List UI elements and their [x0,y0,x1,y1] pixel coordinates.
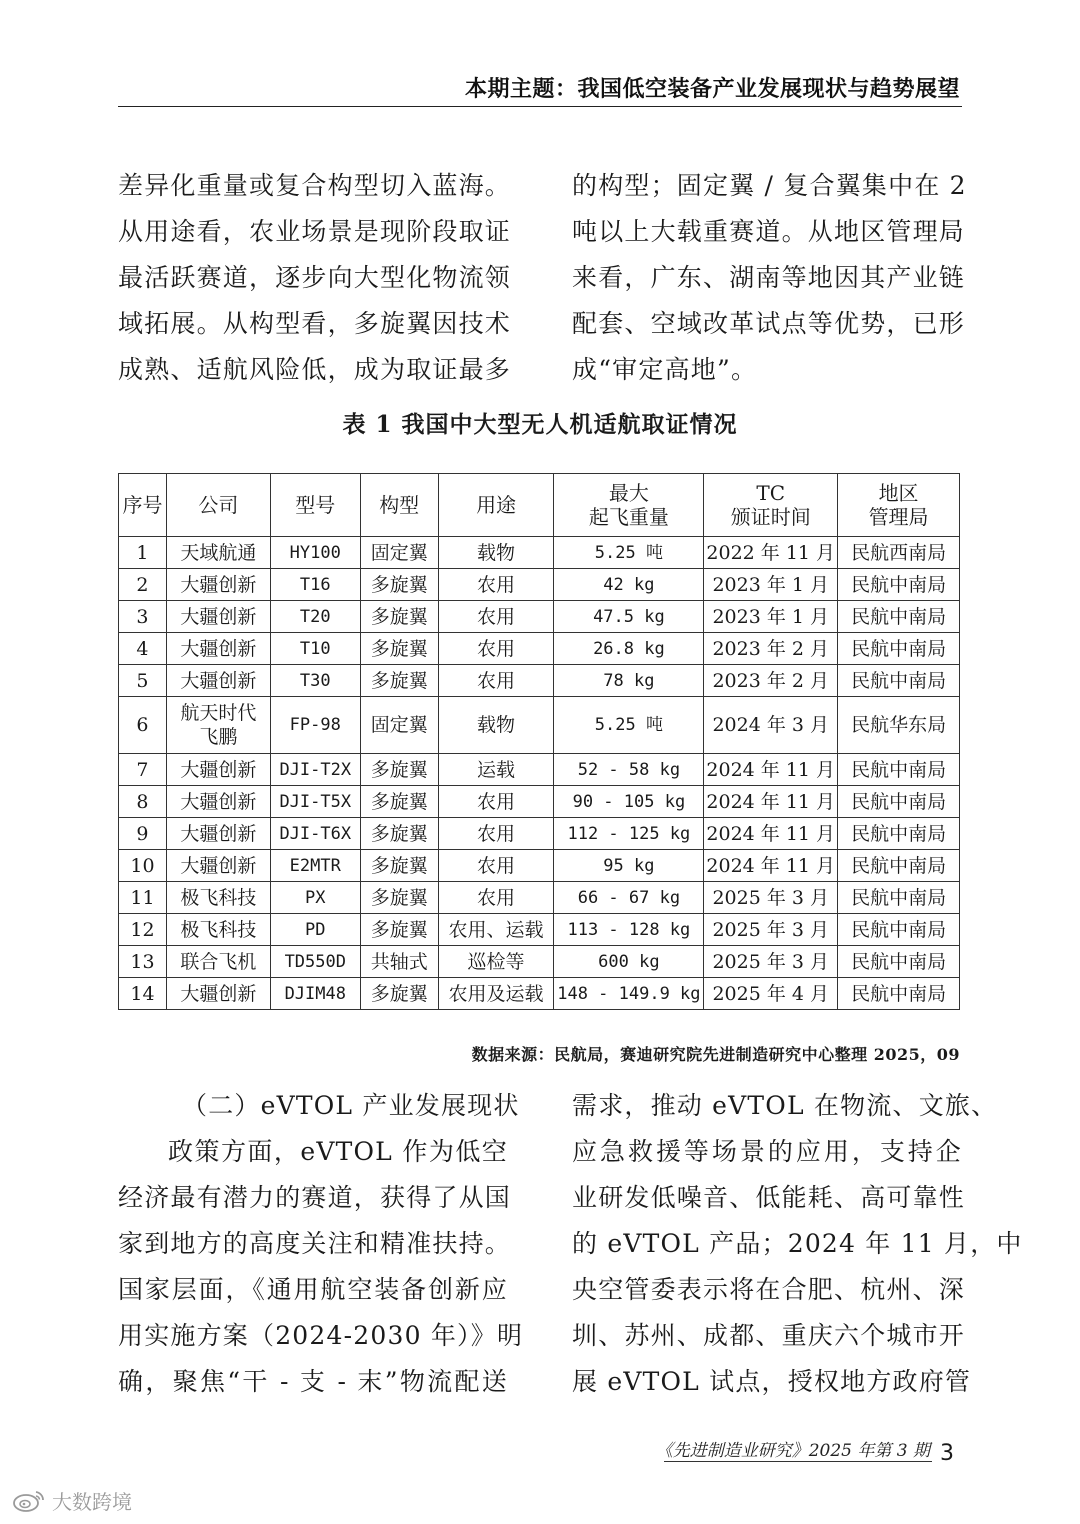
text-line: 应急救援等场景的应用，支持企 [572,1137,962,1166]
cell-model: HY100 [270,537,360,569]
cell-no: 1 [119,537,167,569]
cell-tc: 2025 年 3 月 [704,946,838,978]
cell-model: T20 [270,601,360,633]
cell-config: 多旋翼 [360,754,438,786]
table-row [119,697,960,754]
cell-model: PX [270,882,360,914]
cell-region: 民航中南局 [838,914,960,946]
cell-mtow: 5.25 吨 [554,697,704,754]
table-row [119,978,960,1010]
cell-usage: 农用 [438,786,554,818]
text-line: 用实施方案（2024-2030 年）》明 [118,1321,524,1350]
running-header-title: 本期主题：我国低空装备产业发展现状与趋势展望 [464,77,960,102]
cell-usage: 农用、运载 [438,914,554,946]
header-no: 序号 [119,474,167,537]
cell-region: 民航华东局 [838,697,960,754]
cell-config: 共轴式 [360,946,438,978]
cell-company: 联合飞机 [166,946,270,978]
cell-company: 大疆创新 [166,665,270,697]
cell-no: 9 [119,818,167,850]
cell-company-line1: 航天时代 [180,702,257,724]
cell-region: 民航中南局 [838,818,960,850]
table-row [119,601,960,633]
cell-config: 多旋翼 [360,818,438,850]
header-region [838,474,960,537]
cell-model: TD550D [270,946,360,978]
header-tc-line1: TC [756,481,786,505]
header-mtow-line2: 起飞重量 [588,505,669,529]
text-line: 的 eVTOL 产品；2024 年 11 月，中 [572,1229,1023,1258]
bottom-right-column [572,1083,1023,1405]
cell-no: 2 [119,569,167,601]
cell-config: 多旋翼 [360,633,438,665]
cell-company: 大疆创新 [166,786,270,818]
table-row [119,882,960,914]
text-line: 吨以上大载重赛道。从地区管理局 [572,217,966,246]
cell-region: 民航西南局 [838,537,960,569]
cell-company: 大疆创新 [166,978,270,1010]
cell-mtow: 78 kg [554,665,704,697]
top-left-column [118,163,512,393]
cell-model: FP-98 [270,697,360,754]
cell-usage: 运载 [438,754,554,786]
cell-company: 大疆创新 [166,754,270,786]
cell-model: T30 [270,665,360,697]
table-row [119,786,960,818]
cell-mtow: 5.25 吨 [554,537,704,569]
text-line: 域拓展。从构型看，多旋翼因技术 [118,309,512,338]
cell-region: 民航中南局 [838,882,960,914]
table-row [119,537,960,569]
cell-tc: 2024 年 11 月 [704,786,838,818]
cell-tc: 2022 年 11 月 [704,537,838,569]
cell-tc: 2024 年 11 月 [704,754,838,786]
text-line: 圳、苏州、成都、重庆六个城市开 [572,1321,966,1350]
cell-company-line2: 飞鹏 [199,726,238,748]
text-line: 家到地方的高度关注和精准扶持。 [118,1229,512,1258]
header-region-line2: 管理局 [868,505,929,529]
cell-region: 民航中南局 [838,665,960,697]
cell-no: 3 [119,601,167,633]
cell-tc: 2024 年 11 月 [704,818,838,850]
cell-region: 民航中南局 [838,569,960,601]
cell-mtow: 95 kg [554,850,704,882]
cell-config: 多旋翼 [360,569,438,601]
text-line: 业研发低噪音、低能耗、高可靠性 [572,1183,966,1212]
text-line: 配套、空域改革试点等优势，已形 [572,309,966,338]
cell-config: 固定翼 [360,537,438,569]
cell-config: 多旋翼 [360,882,438,914]
cell-no: 7 [119,754,167,786]
cell-tc: 2025 年 4 月 [704,978,838,1010]
cell-company: 天域航通 [166,537,270,569]
text-line: 从用途看，农业场景是现阶段取证 [118,217,512,246]
table-row [119,569,960,601]
cell-tc: 2025 年 3 月 [704,914,838,946]
cell-company: 大疆创新 [166,850,270,882]
text-line: 经济最有潜力的赛道，获得了从国 [118,1183,512,1212]
cell-config: 固定翼 [360,697,438,754]
cell-config: 多旋翼 [360,665,438,697]
cell-config: 多旋翼 [360,978,438,1010]
text-line: 确，聚焦“干 - 支 - 末”物流配送 [118,1367,508,1396]
table-row [119,754,960,786]
header-divider [118,106,962,107]
header-model: 型号 [270,474,360,537]
cell-company: 大疆创新 [166,818,270,850]
weibo-icon [12,1489,46,1513]
table-caption: 表 1 我国中大型无人机适航取证情况 [342,411,738,438]
cell-region: 民航中南局 [838,633,960,665]
cell-no: 8 [119,786,167,818]
cell-usage: 载物 [438,537,554,569]
cell-mtow: 66 - 67 kg [554,882,704,914]
text-line: 需求，推动 eVTOL 在物流、文旅、 [572,1091,998,1120]
certification-table [118,473,960,1010]
cell-mtow: 113 - 128 kg [554,914,704,946]
header-company: 公司 [166,474,270,537]
page-number: 3 [940,1441,954,1466]
header-mtow [554,474,704,537]
cell-model: E2MTR [270,850,360,882]
watermark-text: 大数跨境 [52,1490,132,1514]
cell-region: 民航中南局 [838,786,960,818]
table-row [119,818,960,850]
cell-no: 13 [119,946,167,978]
cell-model: DJI-T6X [270,818,360,850]
bottom-left-column [118,1083,524,1405]
cell-company: 极飞科技 [166,914,270,946]
cell-usage: 农用 [438,633,554,665]
text-line: 最活跃赛道，逐步向大型化物流领 [118,263,512,292]
table-row [119,914,960,946]
cell-company [166,697,270,754]
text-line: 政策方面，eVTOL 作为低空 [168,1137,508,1166]
cell-usage: 农用 [438,882,554,914]
header-usage: 用途 [438,474,554,537]
cell-tc: 2024 年 11 月 [704,850,838,882]
cell-model: PD [270,914,360,946]
cell-tc: 2023 年 2 月 [704,665,838,697]
cell-tc: 2023 年 1 月 [704,601,838,633]
cell-no: 12 [119,914,167,946]
cell-model: DJI-T5X [270,786,360,818]
cell-region: 民航中南局 [838,601,960,633]
cell-mtow: 90 - 105 kg [554,786,704,818]
cell-no: 5 [119,665,167,697]
header-config: 构型 [360,474,438,537]
text-line: 差异化重量或复合构型切入蓝海。 [118,171,512,200]
top-right-column [572,163,967,393]
footer-divider [664,1461,932,1462]
cell-usage: 农用 [438,569,554,601]
cell-config: 多旋翼 [360,786,438,818]
cell-no: 10 [119,850,167,882]
cell-usage: 农用 [438,601,554,633]
cell-model: T10 [270,633,360,665]
cell-model: DJIM48 [270,978,360,1010]
text-line: 国家层面，《通用航空装备创新应 [118,1275,508,1304]
text-line: 央空管委表示将在合肥、杭州、深 [572,1275,966,1304]
cell-no: 6 [119,697,167,754]
cell-usage: 农用及运载 [438,978,554,1010]
footer-journal-title: 《先进制造业研究》2025 年第 3 期 [655,1441,930,1461]
cell-tc: 2025 年 3 月 [704,882,838,914]
text-line: 成“审定高地”。 [572,355,758,384]
cell-company: 极飞科技 [166,882,270,914]
text-line: 来看，广东、湖南等地因其产业链 [572,263,966,292]
cell-usage: 农用 [438,850,554,882]
cell-mtow: 600 kg [554,946,704,978]
cell-region: 民航中南局 [838,850,960,882]
cell-config: 多旋翼 [360,914,438,946]
cell-usage: 农用 [438,818,554,850]
cell-model: T16 [270,569,360,601]
cell-tc: 2023 年 1 月 [704,569,838,601]
cell-region: 民航中南局 [838,946,960,978]
cell-usage: 巡检等 [438,946,554,978]
table-row [119,946,960,978]
header-tc [704,474,838,537]
cell-model: DJI-T2X [270,754,360,786]
cell-tc: 2023 年 2 月 [704,633,838,665]
cell-no: 11 [119,882,167,914]
header-tc-line2: 颁证时间 [730,505,811,529]
cell-usage: 载物 [438,697,554,754]
cell-mtow: 148 - 149.9 kg [554,978,704,1010]
cell-config: 多旋翼 [360,850,438,882]
cell-region: 民航中南局 [838,978,960,1010]
cell-mtow: 112 - 125 kg [554,818,704,850]
table-row [119,633,960,665]
cell-no: 14 [119,978,167,1010]
text-line: 的构型；固定翼 / 复合翼集中在 2 [572,171,967,200]
cell-mtow: 42 kg [554,569,704,601]
table-body [119,537,960,1010]
watermark [12,1486,132,1515]
section-heading: （二）eVTOL 产业发展现状 [182,1091,520,1120]
header-region-line1: 地区 [878,481,919,505]
cell-config: 多旋翼 [360,601,438,633]
text-line: 成熟、适航风险低，成为取证最多 [118,355,512,384]
cell-mtow: 52 - 58 kg [554,754,704,786]
cell-usage: 农用 [438,665,554,697]
cell-company: 大疆创新 [166,601,270,633]
header-mtow-line1: 最大 [608,481,649,505]
cell-company: 大疆创新 [166,633,270,665]
cell-no: 4 [119,633,167,665]
table-row [119,665,960,697]
table-header-row [119,474,960,537]
cell-mtow: 47.5 kg [554,601,704,633]
text-line: 展 eVTOL 试点，授权地方政府管 [572,1367,972,1396]
table-source-note: 数据来源：民航局，赛迪研究院先进制造研究中心整理 2025，09 [471,1045,960,1064]
cell-region: 民航中南局 [838,754,960,786]
table-row [119,850,960,882]
cell-company: 大疆创新 [166,569,270,601]
cell-mtow: 26.8 kg [554,633,704,665]
cell-tc: 2024 年 3 月 [704,697,838,754]
